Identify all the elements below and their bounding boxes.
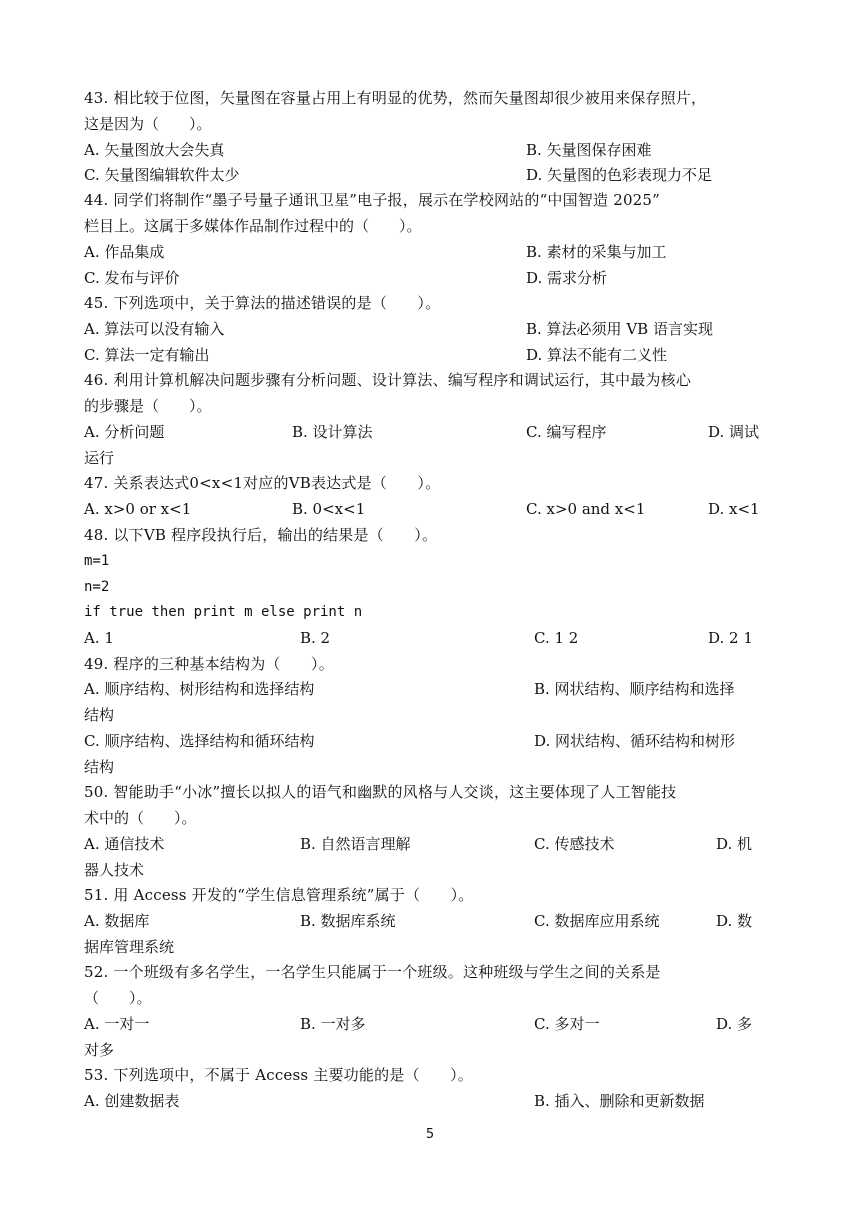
q45-option-a: A. 算法可以没有输入 [84,320,225,338]
q48-option-b: B. 2 [300,629,331,647]
q43-option-a: A. 矢量图放大会失真 [84,141,225,159]
question-46-stem-cont: 的步骤是（ ）。 [84,397,212,415]
q49-option-d: D. 网状结构、循环结构和树形 [534,732,736,750]
q48-code-line-2: n=2 [84,579,110,595]
q45-option-b: B. 算法必须用 VB 语言实现 [526,320,713,338]
q52-option-d-cont: 对多 [84,1041,115,1059]
q47-option-c: C. x>0 and x<1 [526,500,646,518]
q50-option-a: A. 通信技术 [84,835,165,853]
q48-code-line-1: m=1 [84,553,110,569]
question-48-stem: 48. 以下VB 程序段执行后，输出的结果是（ ）。 [84,526,438,544]
q43-option-d: D. 矢量图的色彩表现力不足 [526,166,713,184]
q44-option-c: C. 发布与评价 [84,269,180,287]
q47-option-b: B. 0<x<1 [292,500,366,518]
question-43-stem-cont: 这是因为（ ）。 [84,115,212,133]
q43-option-c: C. 矢量图编辑软件太少 [84,166,240,184]
question-43-stem: 43. 相比较于位图，矢量图在容量占用上有明显的优势，然而矢量图却很少被用来保存照片， [84,89,707,107]
q50-option-b: B. 自然语言理解 [300,835,411,853]
q46-option-a: A. 分析问题 [84,423,165,441]
q51-option-d-cont: 据库管理系统 [84,938,175,956]
question-45-stem: 45. 下列选项中，关于算法的描述错误的是（ ）。 [84,294,441,312]
q46-option-d: D. 调试 [708,423,760,441]
q46-option-c: C. 编写程序 [526,423,607,441]
q43-option-b: B. 矢量图保存困难 [526,141,652,159]
q49-option-b: B. 网状结构、顺序结构和选择 [534,680,735,698]
q49-option-a: A. 顺序结构、树形结构和选择结构 [84,680,315,698]
question-53-stem: 53. 下列选项中，不属于 Access 主要功能的是（ ）。 [84,1066,473,1084]
question-52-stem: 52. 一个班级有多名学生，一名学生只能属于一个班级。这种班级与学生之间的关系是 [84,963,661,981]
q51-option-b: B. 数据库系统 [300,912,396,930]
q52-option-a: A. 一对一 [84,1015,150,1033]
question-52-stem-cont: （ ）。 [84,989,152,1007]
q53-option-a: A. 创建数据表 [84,1092,180,1110]
question-46-stem: 46. 利用计算机解决问题步骤有分析问题、设计算法、编写程序和调试运行，其中最为核心 [84,371,692,389]
q47-option-a: A. x>0 or x<1 [84,500,192,518]
question-44-stem-cont: 栏目上。这属于多媒体作品制作过程中的（ ）。 [84,217,422,235]
question-47-stem: 47. 关系表达式0<x<1对应的VB表达式是（ ）。 [84,474,441,492]
q52-option-b: B. 一对多 [300,1015,366,1033]
question-49-stem: 49. 程序的三种基本结构为（ ）。 [84,655,334,673]
q45-option-d: D. 算法不能有二义性 [526,346,668,364]
q48-option-a: A. 1 [84,629,114,647]
q51-option-c: C. 数据库应用系统 [534,912,660,930]
q44-option-d: D. 需求分析 [526,269,608,287]
q52-option-d: D. 多 [716,1015,753,1033]
q48-code-line-3: if true then print m else print n [84,604,363,620]
q51-option-a: A. 数据库 [84,912,150,930]
q50-option-c: C. 传感技术 [534,835,615,853]
q45-option-c: C. 算法一定有输出 [84,346,210,364]
q50-option-d-cont: 器人技术 [84,861,145,879]
question-44-stem: 44. 同学们将制作“墨子号量子通讯卫星”电子报，展示在学校网站的“中国智造 2025” [84,191,661,209]
q49-option-d-cont: 结构 [84,758,115,776]
q50-option-d: D. 机 [716,835,753,853]
question-50-stem-cont: 术中的（ ）。 [84,809,197,827]
q51-option-d: D. 数 [716,912,753,930]
q49-option-c: C. 顺序结构、选择结构和循环结构 [84,732,315,750]
question-50-stem: 50. 智能助手“小冰”擅长以拟人的语气和幽默的风格与人交谈，这主要体现了人工智能技 [84,783,677,801]
q52-option-c: C. 多对一 [534,1015,600,1033]
question-51-stem: 51. 用 Access 开发的“学生信息管理系统”属于（ ）。 [84,886,474,904]
page-number: 5 [425,1127,435,1142]
q47-option-d: D. x<1 [708,500,760,518]
q48-option-c: C. 1 2 [534,629,579,647]
q46-option-d-cont: 运行 [84,449,115,467]
q44-option-a: A. 作品集成 [84,243,165,261]
q44-option-b: B. 素材的采集与加工 [526,243,667,261]
q53-option-b: B. 插入、删除和更新数据 [534,1092,705,1110]
q46-option-b: B. 设计算法 [292,423,373,441]
q48-option-d: D. 2 1 [708,629,753,647]
q49-option-b-cont: 结构 [84,706,115,724]
